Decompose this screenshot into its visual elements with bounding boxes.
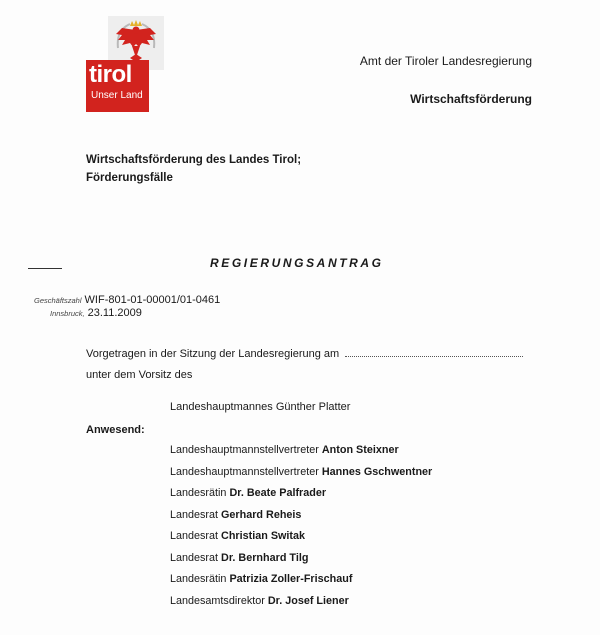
- chair-line: [170, 401, 350, 413]
- file-number: WIF-801-01-00001/01-0461: [84, 294, 221, 306]
- chair-name: Günther Platter: [275, 401, 351, 413]
- document-date: 23.11.2009: [87, 307, 142, 319]
- session-text: Vorgetragen in der Sitzung der Landesregierung am: [86, 348, 340, 360]
- file-number-label: Geschäftszahl: [34, 296, 82, 305]
- member-title: Landesrätin: [170, 573, 227, 585]
- member-name: Dr. Bernhard Tilg: [221, 551, 309, 564]
- member-title: Landesamtsdirektor: [170, 594, 265, 607]
- member-title: Landesrat: [170, 530, 219, 542]
- subject-line-2: Förderungsfälle: [86, 172, 173, 184]
- place-date-row: [50, 306, 142, 321]
- member-name: Christian Switak: [221, 530, 306, 542]
- member-title: Landesrätin: [170, 487, 227, 499]
- subject-line-1: Wirtschaftsförderung des Landes Tirol;: [86, 154, 302, 166]
- member-item: [170, 443, 432, 465]
- member-name: Dr. Josef Liener: [267, 594, 349, 607]
- member-title: Landeshauptmannstellvertreter: [170, 444, 319, 456]
- member-item: [170, 529, 432, 551]
- member-name: Hannes Gschwentner: [321, 465, 433, 478]
- subject-block: [86, 151, 301, 187]
- chair-title: Landeshauptmannes: [170, 401, 273, 413]
- member-item: [170, 551, 432, 573]
- member-item: [170, 572, 432, 594]
- member-item: [170, 508, 432, 530]
- logo-tagline: Unser Land: [91, 90, 143, 101]
- member-name: Patrizia Zoller-Frischauf: [229, 573, 353, 585]
- tirol-logo: [86, 16, 164, 101]
- member-title: Landeshauptmannstellvertreter: [170, 465, 319, 478]
- member-item: [170, 486, 432, 508]
- logo-red-block: [86, 60, 149, 112]
- department-name: Wirtschaftsförderung: [410, 92, 532, 106]
- member-name: Dr. Beate Palfrader: [229, 487, 327, 499]
- session-line: [86, 347, 523, 360]
- margin-rule: [28, 268, 62, 269]
- members-list: [170, 443, 432, 615]
- place-label: Innsbruck,: [50, 309, 85, 318]
- member-item: [170, 594, 432, 616]
- member-title: Landesrat: [170, 551, 219, 564]
- member-name: Anton Steixner: [321, 444, 399, 456]
- member-name: Gerhard Reheis: [221, 508, 302, 521]
- document-title: REGIERUNGSANTRAG: [210, 256, 384, 270]
- member-item: [170, 465, 432, 487]
- chair-intro: unter dem Vorsitz des: [86, 369, 193, 381]
- logo-wordmark: tirol: [89, 61, 132, 88]
- member-title: Landesrat: [170, 508, 219, 521]
- present-label: Anwesend:: [86, 424, 145, 436]
- session-date-blank: [345, 347, 523, 357]
- authority-name: Amt der Tiroler Landesregierung: [359, 54, 532, 68]
